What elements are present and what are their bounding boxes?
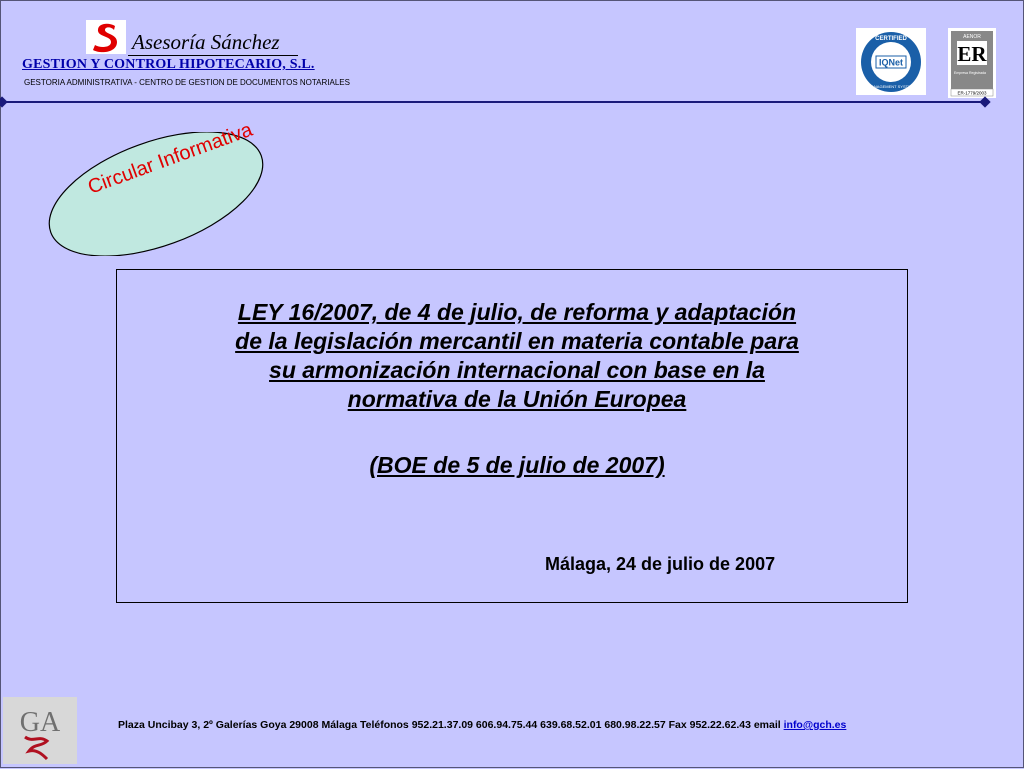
law-title-line: su armonización internacional con base en la <box>269 357 765 383</box>
footer-ga-logo-icon <box>3 697 77 764</box>
aenor-er-label: ER <box>957 42 987 66</box>
content-box <box>116 269 908 603</box>
footer-email-link[interactable]: info@gch.es <box>783 719 847 731</box>
aenor-top-label: AENOR <box>963 34 981 40</box>
red-s-logo-icon <box>86 20 126 54</box>
company-name-underline <box>128 55 298 56</box>
law-title-line: normativa de la Unión Europea <box>347 386 687 412</box>
header-divider <box>0 101 984 103</box>
footer-contact <box>118 719 846 731</box>
iqnet-certified-icon <box>856 28 926 95</box>
law-title-line: LEY 16/2007, de 4 de julio, de reforma y adaptación <box>237 299 797 325</box>
footer-logo-text: GA <box>19 707 61 738</box>
document-date: Málaga, 24 de julio de 2007 <box>545 554 776 574</box>
footer-address: Plaza Uncibay 3, 2º Galerías Goya 29008 Málaga Teléfonos 952.21.37.09 606.94.75.44 639.68.52.01 680.98.22.57 Fax 952.22.62.43 email <box>118 719 784 731</box>
law-title-line: de la legislación mercantil en materia contable para <box>235 328 799 354</box>
company-tagline: GESTORIA ADMINISTRATIVA - CENTRO DE GESTION DE DOCUMENTOS NOTARIALES <box>24 78 350 87</box>
iqnet-top-label: CERTIFIED <box>875 35 907 42</box>
circular-informativa-badge <box>38 118 274 256</box>
boe-reference: (BOE de 5 de julio de 2007) <box>369 452 665 478</box>
aenor-code: ER-1779/2003 <box>957 90 987 96</box>
badge-label: Circular Informativa <box>85 118 256 199</box>
company-name: Asesoría Sánchez <box>132 30 280 54</box>
law-title <box>157 298 877 414</box>
aenor-er-icon <box>948 28 996 98</box>
aenor-caption: Empresa Registrada <box>954 71 986 75</box>
company-legal-name: GESTION Y CONTROL HIPOTECARIO, S.L. <box>22 57 315 72</box>
iqnet-bottom-label: MANAGEMENT SYSTEM <box>867 83 915 89</box>
iqnet-label: IQNet <box>878 57 904 67</box>
